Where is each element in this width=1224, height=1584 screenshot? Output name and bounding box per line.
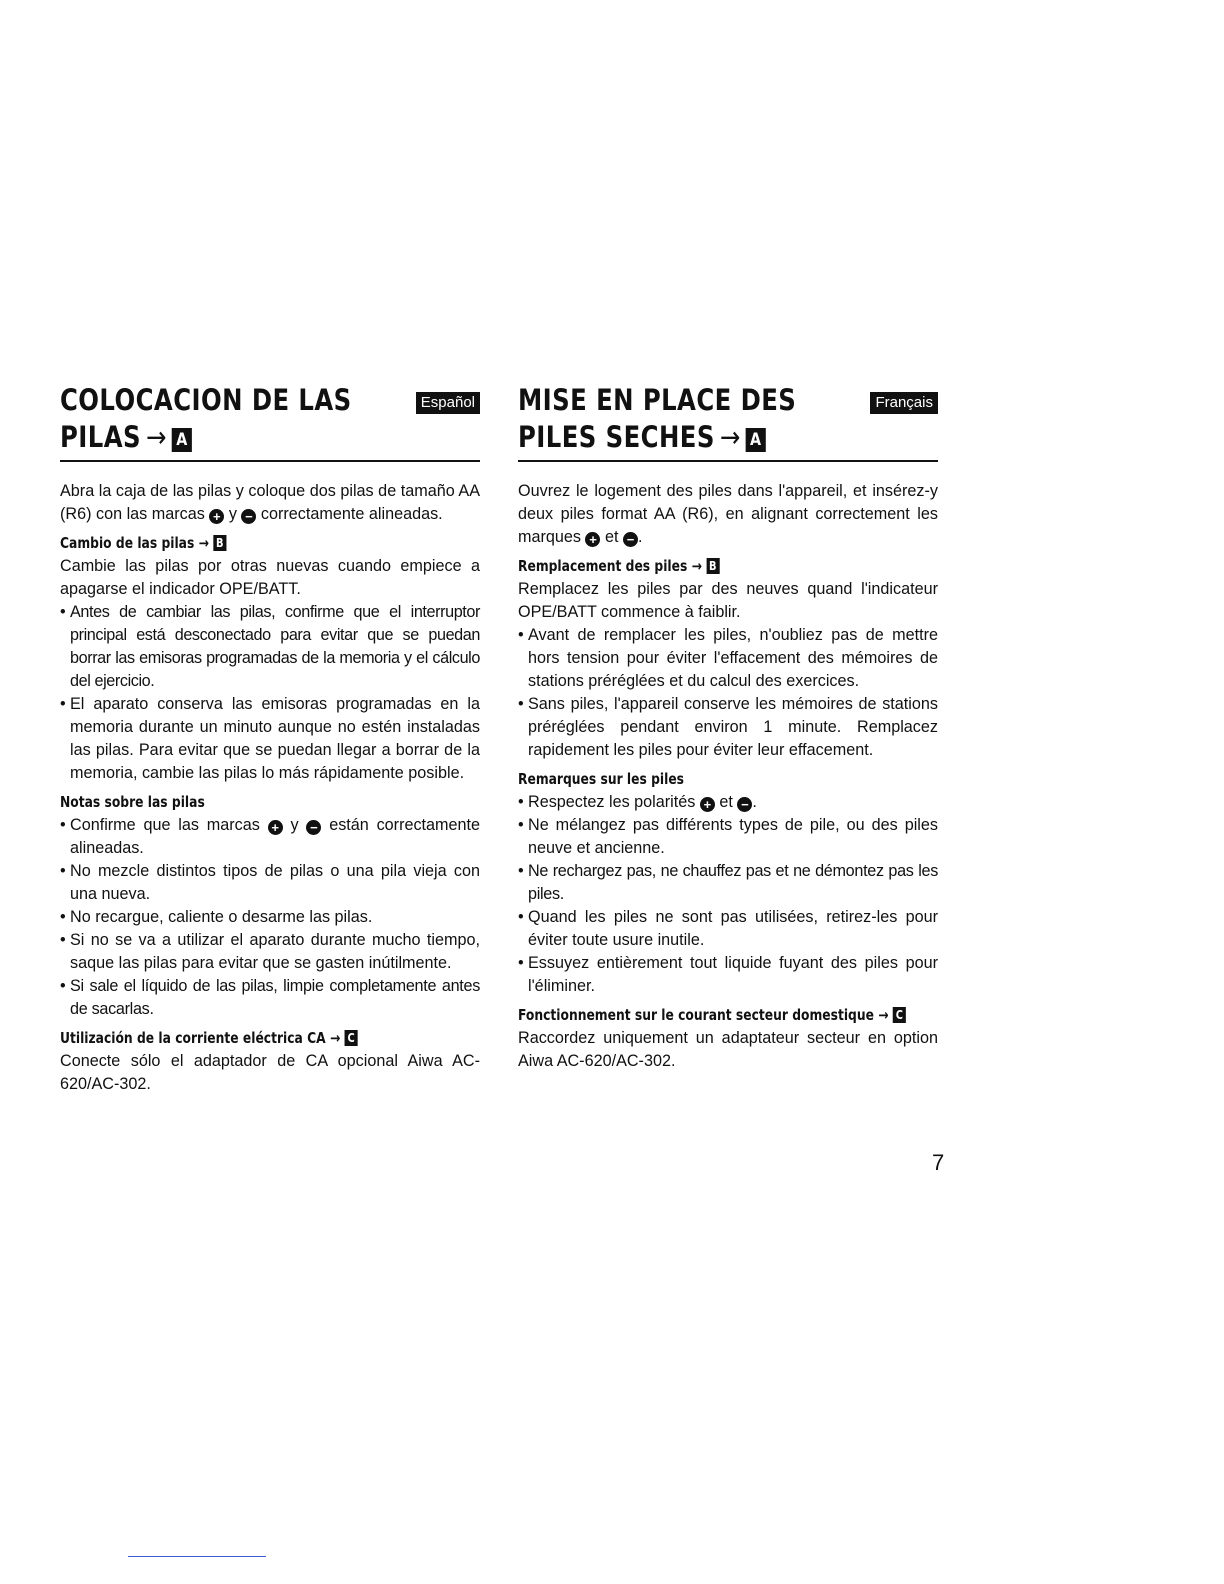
- french-title: MISE EN PLACE DES PILES SECHES → A: [518, 382, 871, 456]
- plus-symbol-icon: +: [585, 532, 600, 547]
- french-heading: [518, 382, 938, 462]
- french-remarks-list: [518, 791, 938, 998]
- spanish-title: COLOCACION DE LAS PILAS → A: [60, 382, 413, 456]
- footer-rule: [128, 1556, 266, 1557]
- list-item: • Avant de remplacer les piles, n'oubliez pas de mettre hors tension pour éviter l'effacement des mémoires de stations préréglées et du calcul des exercices.: [518, 624, 938, 693]
- french-replacement-text: Remplacez les piles par des neuves quand l'indicateur OPE/BATT commence à faiblir.: [518, 580, 938, 621]
- list-item: • Ne mélangez pas différents types de pile, ou des piles neuve et ancienne.: [518, 814, 938, 860]
- figure-ref-a: A: [172, 428, 192, 452]
- language-badge-fr: Français: [870, 392, 938, 414]
- list-item: • Ne rechargez pas, ne chauffez pas et ne démontez pas les piles.: [518, 860, 938, 906]
- list-item: • Essuyez entièrement tout liquide fuyant des piles pour l'éliminer.: [518, 952, 938, 998]
- spanish-battery-change-list: [60, 601, 480, 785]
- spanish-subheading-battery-change: Cambio de las pilas → B: [60, 532, 404, 555]
- figure-ref-a: A: [746, 428, 766, 452]
- french-ac-text: Raccordez uniquement un adaptateur secteur en option Aiwa AC-620/AC-302.: [518, 1029, 938, 1070]
- spanish-battery-change-text: Cambie las pilas por otras nuevas cuando empiece a apagarse el indicador OPE/BATT.: [60, 557, 480, 598]
- list-item: • Quand les piles ne sont pas utilisées, retirez-les pour éviter toute usure inutile.: [518, 906, 938, 952]
- figure-ref-b: B: [706, 558, 719, 574]
- french-title-line2: PILES SECHES: [518, 420, 715, 454]
- list-item: • No recargue, caliente o desarme las pilas.: [60, 906, 480, 929]
- minus-symbol-icon: −: [737, 797, 752, 812]
- page-number: 7: [932, 1150, 945, 1175]
- spanish-subheading-notes: Notas sobre las pilas: [60, 793, 205, 811]
- list-item: • Respectez les polarités + et − .: [518, 791, 938, 814]
- spanish-column: [60, 382, 480, 1096]
- list-item: • Si sale el líquido de las pilas, limpie completamente antes de sacarlas.: [60, 975, 480, 1021]
- list-item: • El aparato conserva las emisoras programadas en la memoria durante un minuto aunque no estén instaladas las pilas. Para evitar que se puedan llegar a borrar de la memoria, cambie las pilas lo más rápidamente posible.: [60, 693, 480, 785]
- spanish-heading: [60, 382, 480, 462]
- french-column: [518, 382, 938, 1073]
- spanish-ac-text: Conecte sólo el adaptador de CA opcional Aiwa AC-620/AC-302.: [60, 1052, 480, 1093]
- list-item: • Si no se va a utilizar el aparato durante mucho tiempo, saque las pilas para evitar que se gasten inútilmente.: [60, 929, 480, 975]
- language-badge-es: Español: [416, 392, 480, 414]
- french-title-line1: MISE EN PLACE DES: [518, 383, 797, 417]
- french-replacement-list: [518, 624, 938, 762]
- spanish-title-line1: COLOCACION DE LAS: [60, 383, 352, 417]
- spanish-intro: Abra la caja de las pilas y coloque dos pilas de tamaño AA (R6) con las marcas + y − correctamente alineadas.: [60, 482, 480, 524]
- minus-symbol-icon: −: [306, 820, 321, 835]
- minus-symbol-icon: −: [241, 509, 256, 524]
- list-item: • Sans piles, l'appareil conserve les mémoires de stations préréglées pendant environ 1 minute. Remplacez rapidement les piles pour éviter leur effacement.: [518, 693, 938, 762]
- french-subheading-replacement: Remplacement des piles → B: [518, 555, 862, 578]
- french-intro: Ouvrez le logement des piles dans l'appareil, et insérez-y deux piles format AA (R6), en alignant correctement les marques + et − .: [518, 482, 938, 547]
- figure-ref-c: C: [345, 1030, 358, 1046]
- spanish-notes-list: [60, 814, 480, 1021]
- minus-symbol-icon: −: [623, 532, 638, 547]
- plus-symbol-icon: +: [268, 820, 283, 835]
- list-item: • Antes de cambiar las pilas, confirme que el interruptor principal está desconectado para evitar que se puedan borrar las emisoras programadas de la memoria y el cálculo del ejercicio.: [60, 601, 480, 693]
- french-subheading-ac: Fonctionnement sur le courant secteur domestique → C: [518, 1004, 938, 1027]
- spanish-title-line2: PILAS: [60, 420, 141, 454]
- list-item: • Confirme que las marcas + y − están correctamente alineadas.: [60, 814, 480, 860]
- plus-symbol-icon: +: [209, 509, 224, 524]
- spanish-subheading-ac: Utilización de la corriente eléctrica CA → C: [60, 1027, 404, 1050]
- figure-ref-c: C: [893, 1007, 906, 1023]
- figure-ref-b: B: [213, 535, 226, 551]
- plus-symbol-icon: +: [700, 797, 715, 812]
- list-item: • No mezcle distintos tipos de pilas o una pila vieja con una nueva.: [60, 860, 480, 906]
- french-subheading-remarks: Remarques sur les piles: [518, 770, 684, 788]
